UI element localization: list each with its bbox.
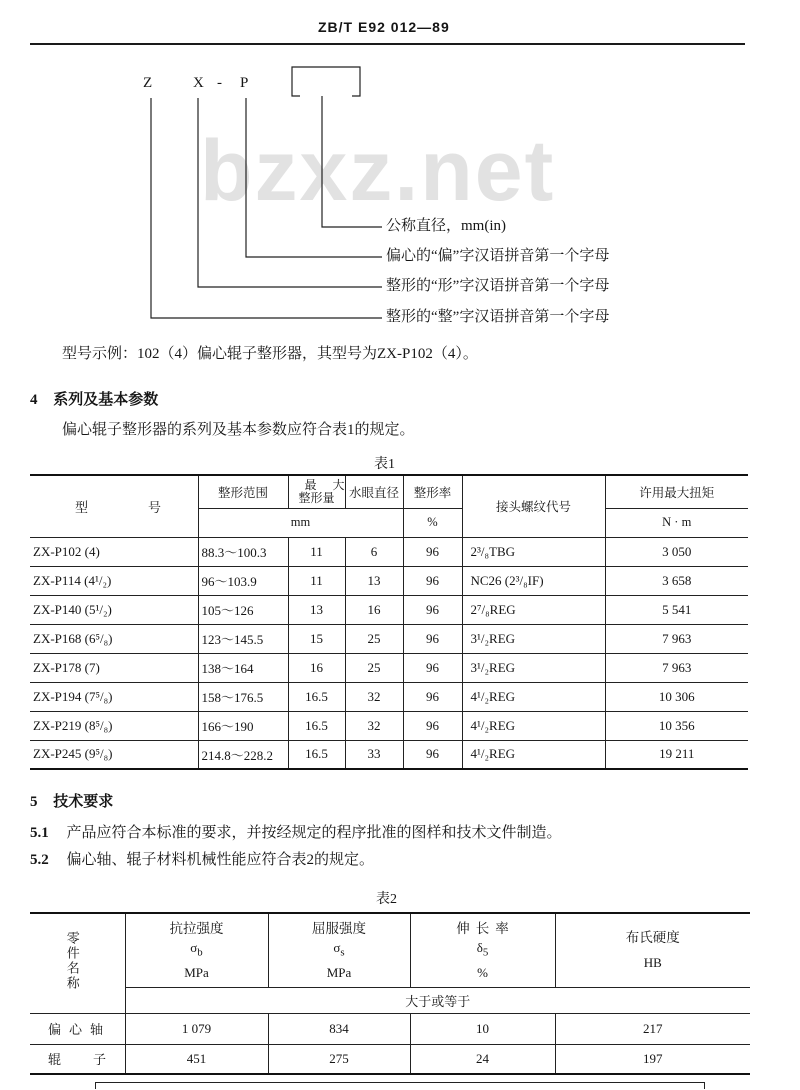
table-row	[30, 682, 748, 711]
table2-value-hardness: 197	[555, 1044, 750, 1074]
symbol-subscript: 5	[482, 946, 489, 959]
table1-unit-torque: N · m	[605, 508, 748, 537]
elongation-unit: %	[477, 964, 488, 980]
clause-5-2	[30, 851, 374, 869]
symbol-subscript: s	[340, 946, 345, 959]
table1-body	[30, 537, 748, 769]
table2-value-hardness: 217	[555, 1013, 750, 1044]
shape-leader	[198, 98, 382, 287]
table1-cell-rate: 96	[403, 537, 462, 566]
table-row	[30, 566, 748, 595]
designation-letter-z: Z	[143, 75, 153, 91]
callout-whole: 整形的“整”字汉语拼音第一个字母	[386, 309, 610, 325]
table1-caption: 表1	[374, 457, 395, 472]
table1-header-model: 型号	[30, 475, 198, 537]
table1-header-max	[288, 475, 361, 508]
table1-header-max-line2: 整形量	[298, 490, 335, 505]
table1-cell-range: 166～190	[198, 711, 288, 740]
tensile-symbol	[126, 938, 268, 963]
table1-cell-water: 32	[345, 682, 403, 711]
table1-cell-max: 15	[288, 624, 345, 653]
table1-header-max-line1: 最大	[304, 477, 361, 492]
table-row	[30, 1013, 750, 1044]
table1-header-thread: 接头螺纹代号	[462, 475, 605, 537]
table1-header-torque: 许用最大扭矩	[605, 475, 748, 508]
table1-cell-model: ZX-P102 (4)	[30, 537, 198, 566]
table1-cell-water: 16	[345, 595, 403, 624]
designation-letter-p: P	[240, 75, 249, 91]
table1-cell-rate: 96	[403, 566, 462, 595]
table1-cell-model: ZX-P140 (5¹/₂)	[30, 595, 198, 624]
table1-cell-torque: 10 356	[605, 711, 748, 740]
clause-number: 5.1	[30, 825, 49, 841]
callout-shape: 整形的“形”字汉语拼音第一个字母	[386, 278, 610, 294]
table1-cell-rate: 96	[403, 682, 462, 711]
table2-qualifier: 大于或等于	[125, 987, 750, 1013]
table1-cell-max: 11	[288, 566, 345, 595]
table1-cell-max: 16.5	[288, 740, 345, 769]
symbol: δ	[476, 939, 483, 955]
table1-cell-range: 88.3～100.3	[198, 537, 288, 566]
table1-cell-thread: 3¹/₂REG	[462, 653, 605, 682]
table1-cell-range: 123～145.5	[198, 624, 288, 653]
table1-cell-max: 13	[288, 595, 345, 624]
table1-cell-torque: 10 306	[605, 682, 748, 711]
table1-cell-water: 25	[345, 624, 403, 653]
elongation-label: 伸长率	[456, 920, 515, 936]
clause-number: 5.2	[30, 852, 49, 868]
yield-unit: MPa	[326, 964, 352, 980]
section4-number: 4	[30, 392, 38, 408]
table-row	[30, 653, 748, 682]
section5-number: 5	[30, 794, 38, 810]
table2-part-header-text: 零件名称	[64, 931, 80, 992]
table2-value-elongation: 10	[410, 1013, 555, 1044]
table1	[30, 474, 748, 770]
table-row	[30, 624, 748, 653]
section4-heading	[30, 391, 158, 409]
table1-cell-thread: NC26 (2³/₈IF)	[462, 566, 605, 595]
table1-cell-rate: 96	[403, 624, 462, 653]
section4-title: 系列及基本参数	[53, 392, 159, 408]
table2-header-hardness	[555, 913, 750, 987]
callout-eccentric: 偏心的“偏”字汉语拼音第一个字母	[386, 248, 610, 264]
watermark: bzxz.net	[200, 123, 556, 219]
table1-cell-water: 6	[345, 537, 403, 566]
callout-diameter: 公称直径，mm(in)	[386, 218, 506, 234]
table1-cell-max: 16	[288, 653, 345, 682]
table1-cell-torque: 5 541	[605, 595, 748, 624]
table1-cell-rate: 96	[403, 653, 462, 682]
table1-cell-thread: 3¹/₂REG	[462, 624, 605, 653]
table1-cell-model: ZX-P194 (7⁵/₈)	[30, 682, 198, 711]
table1-cell-water: 33	[345, 740, 403, 769]
table1-cell-thread: 2⁷/₈REG	[462, 595, 605, 624]
table1-cell-model: ZX-P178 (7)	[30, 653, 198, 682]
whole-leader	[151, 98, 382, 318]
eccentric-leader	[246, 98, 382, 257]
symbol-subscript: b	[197, 946, 203, 959]
next-box-edge	[95, 1082, 705, 1089]
table1-cell-model: ZX-P219 (8⁵/₈)	[30, 711, 198, 740]
table2-header-tensile	[125, 913, 268, 987]
table1-cell-range: 96～103.9	[198, 566, 288, 595]
table1-cell-torque: 7 963	[605, 653, 748, 682]
table1-cell-torque: 7 963	[605, 624, 748, 653]
table1-unit-rate: %	[403, 508, 462, 537]
table1-header-water: 水眼直径	[345, 475, 403, 508]
table-row	[30, 740, 748, 769]
table2-header-elongation	[410, 913, 555, 987]
table2-part: 偏心轴	[30, 1013, 125, 1044]
table2-header-yield	[268, 913, 410, 987]
table1-cell-range: 105～126	[198, 595, 288, 624]
table1-header-rate: 整形率	[403, 475, 462, 508]
table-row	[30, 537, 748, 566]
designation-letter-x: X	[193, 75, 204, 91]
table1-cell-water: 25	[345, 653, 403, 682]
clause-text: 偏心轴、辊子材料机械性能应符合表2的规定。	[66, 852, 375, 868]
table2-value-tensile: 1 079	[125, 1013, 268, 1044]
table1-header-row	[30, 475, 748, 508]
table2-qualifier-row	[30, 987, 750, 1013]
table1-cell-max: 16.5	[288, 711, 345, 740]
designation-dash: -	[217, 75, 222, 91]
table2-caption: 表2	[376, 892, 397, 907]
table1-cell-model: ZX-P168 (6⁵/₈)	[30, 624, 198, 653]
symbol: σ	[190, 939, 198, 955]
table1-cell-rate: 96	[403, 595, 462, 624]
model-example: 型号示例：102（4）偏心辊子整形器，其型号为ZX-P102（4）。	[62, 346, 478, 362]
table1-cell-torque: 19 211	[605, 740, 748, 769]
table2	[30, 912, 750, 1075]
table1-cell-thread: 4¹/₂REG	[462, 711, 605, 740]
section5-heading	[30, 793, 113, 811]
table2-header-row	[30, 913, 750, 987]
tensile-label: 抗拉强度	[169, 920, 224, 936]
table1-cell-rate: 96	[403, 711, 462, 740]
table2-header-part	[30, 913, 125, 1013]
elongation-symbol	[411, 938, 555, 963]
standard-code: ZB/T E92 012—89	[318, 19, 450, 35]
table2-value-tensile: 451	[125, 1044, 268, 1074]
table1-cell-model: ZX-P245 (9⁵/₈)	[30, 740, 198, 769]
diameter-leader	[322, 96, 382, 227]
table1-cell-range: 158～176.5	[198, 682, 288, 711]
table1-cell-range: 214.8～228.2	[198, 740, 288, 769]
table2-value-elongation: 24	[410, 1044, 555, 1074]
table2-value-yield: 275	[268, 1044, 410, 1074]
table1-cell-thread: 2³/₈TBG	[462, 537, 605, 566]
hardness-unit: HB	[643, 955, 662, 971]
table1-cell-torque: 3 050	[605, 537, 748, 566]
table1-cell-torque: 3 658	[605, 566, 748, 595]
table1-cell-rate: 96	[403, 740, 462, 769]
section4-text: 偏心辊子整形器的系列及基本参数应符合表1的规定。	[62, 422, 415, 438]
table1-unit-mm: mm	[198, 508, 403, 537]
table1-cell-thread: 4¹/₂REG	[462, 740, 605, 769]
size-bracket	[292, 67, 360, 96]
table1-cell-water: 13	[345, 566, 403, 595]
table1-cell-max: 11	[288, 537, 345, 566]
table-row	[30, 1044, 750, 1074]
table1-header-range: 整形范围	[198, 475, 288, 508]
table1-cell-thread: 4¹/₂REG	[462, 682, 605, 711]
table1-cell-range: 138～164	[198, 653, 288, 682]
table1-cell-water: 32	[345, 711, 403, 740]
clause-text: 产品应符合本标准的要求，并按经规定的程序批准的图样和技术文件制造。	[66, 825, 562, 841]
table1-cell-max: 16.5	[288, 682, 345, 711]
table1-cell-model: ZX-P114 (4¹/₂)	[30, 566, 198, 595]
yield-label: 屈服强度	[312, 920, 366, 936]
clause-5-1	[30, 824, 562, 842]
table2-value-yield: 834	[268, 1013, 410, 1044]
table2-part: 辊子	[30, 1044, 125, 1074]
section5-title: 技术要求	[53, 794, 114, 810]
tensile-unit: MPa	[184, 964, 209, 980]
symbol: σ	[333, 939, 341, 955]
hardness-label: 布氏硬度	[625, 930, 680, 946]
table-row	[30, 595, 748, 624]
table-row	[30, 711, 748, 740]
yield-symbol	[269, 938, 410, 963]
